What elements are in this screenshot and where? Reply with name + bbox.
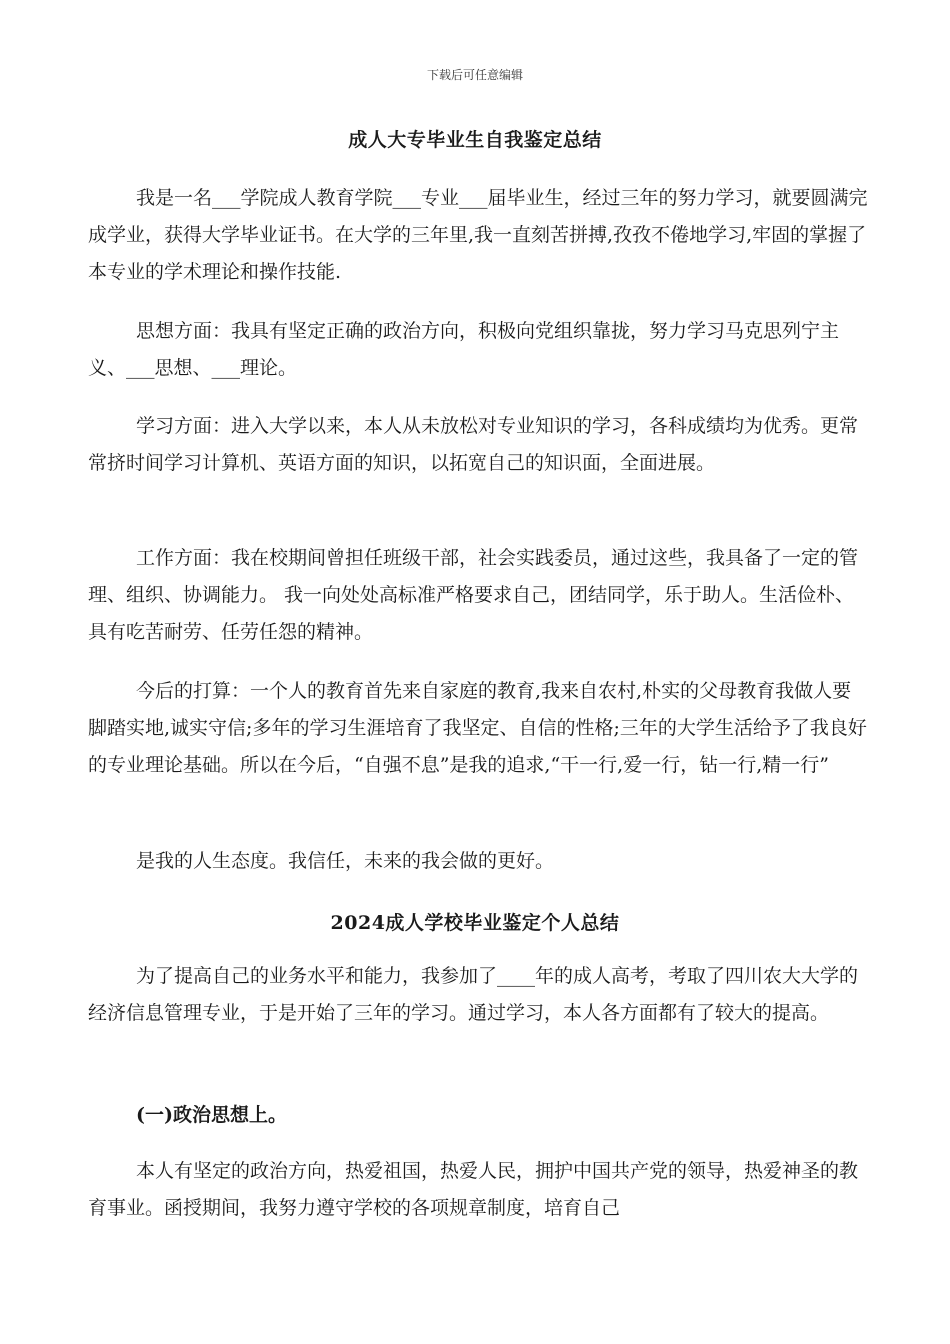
paragraph-politics: 本人有坚定的政治方向，热爱祖国，热爱人民，拥护中国共产党的领导，热爱神圣的教育事业。函授期间，我努力遵守学校的各项规章制度，培育自己 xyxy=(88,1160,859,1219)
page-header: 下载后可任意编辑 xyxy=(426,68,523,82)
paragraph-work: 工作方面：我在校期间曾担任班级干部，社会实践委员，通过这些，我具备了一定的管理、组织、协调能力。 我一向处处高标准严格要求自己，团结同学，乐于助人。生活俭朴、具有吃苦耐劳、任劳任怨的精神。 xyxy=(88,547,859,643)
section2-title: 2024成人学校毕业鉴定个人总结 xyxy=(330,912,620,934)
paragraph-section2-intro: 为了提高自己的业务水平和能力，我参加了____年的成人高考，考取了四川农大大学的经济信息管理专业，于是开始了三年的学习。通过学习，本人各方面都有了较大的提高。 xyxy=(88,965,859,1024)
paragraph-plans: 今后的打算：一个人的教育首先来自家庭的教育,我来自农村,朴实的父母教育我做人要脚踏实地,诚实守信;多年的学习生涯培育了我坚定、自信的性格;三年的大学生活给予了我良好的专业理论基础。所以在今后，“自强不息”是我的追求,“干一行,爱一行，钻一行,精一行” xyxy=(88,680,867,776)
paragraph-intro: 我是一名___学院成人教育学院___专业___届毕业生，经过三年的努力学习，就要圆满完成学业，获得大学毕业证书。在大学的三年里,我一直刻苦拼搏,孜孜不倦地学习,牢固的掌握了本专业的学术理论和操作技能. xyxy=(88,187,868,283)
section1-title: 成人大专毕业生自我鉴定总结 xyxy=(348,129,602,151)
paragraph-closing: 是我的人生态度。我信任，未来的我会做的更好。 xyxy=(136,850,555,872)
subheading-politics: (一)政治思想上。 xyxy=(136,1104,287,1126)
paragraph-thought: 思想方面：我具有坚定正确的政治方向，积极向党组织靠拢，努力学习马克思列宁主义、___思想、___理论。 xyxy=(88,320,840,379)
paragraph-study: 学习方面：进入大学以来，本人从未放松对专业知识的学习，各科成绩均为优秀。更常常挤时间学习计算机、英语方面的知识，以拓宽自己的知识面，全面进展。 xyxy=(88,415,859,474)
